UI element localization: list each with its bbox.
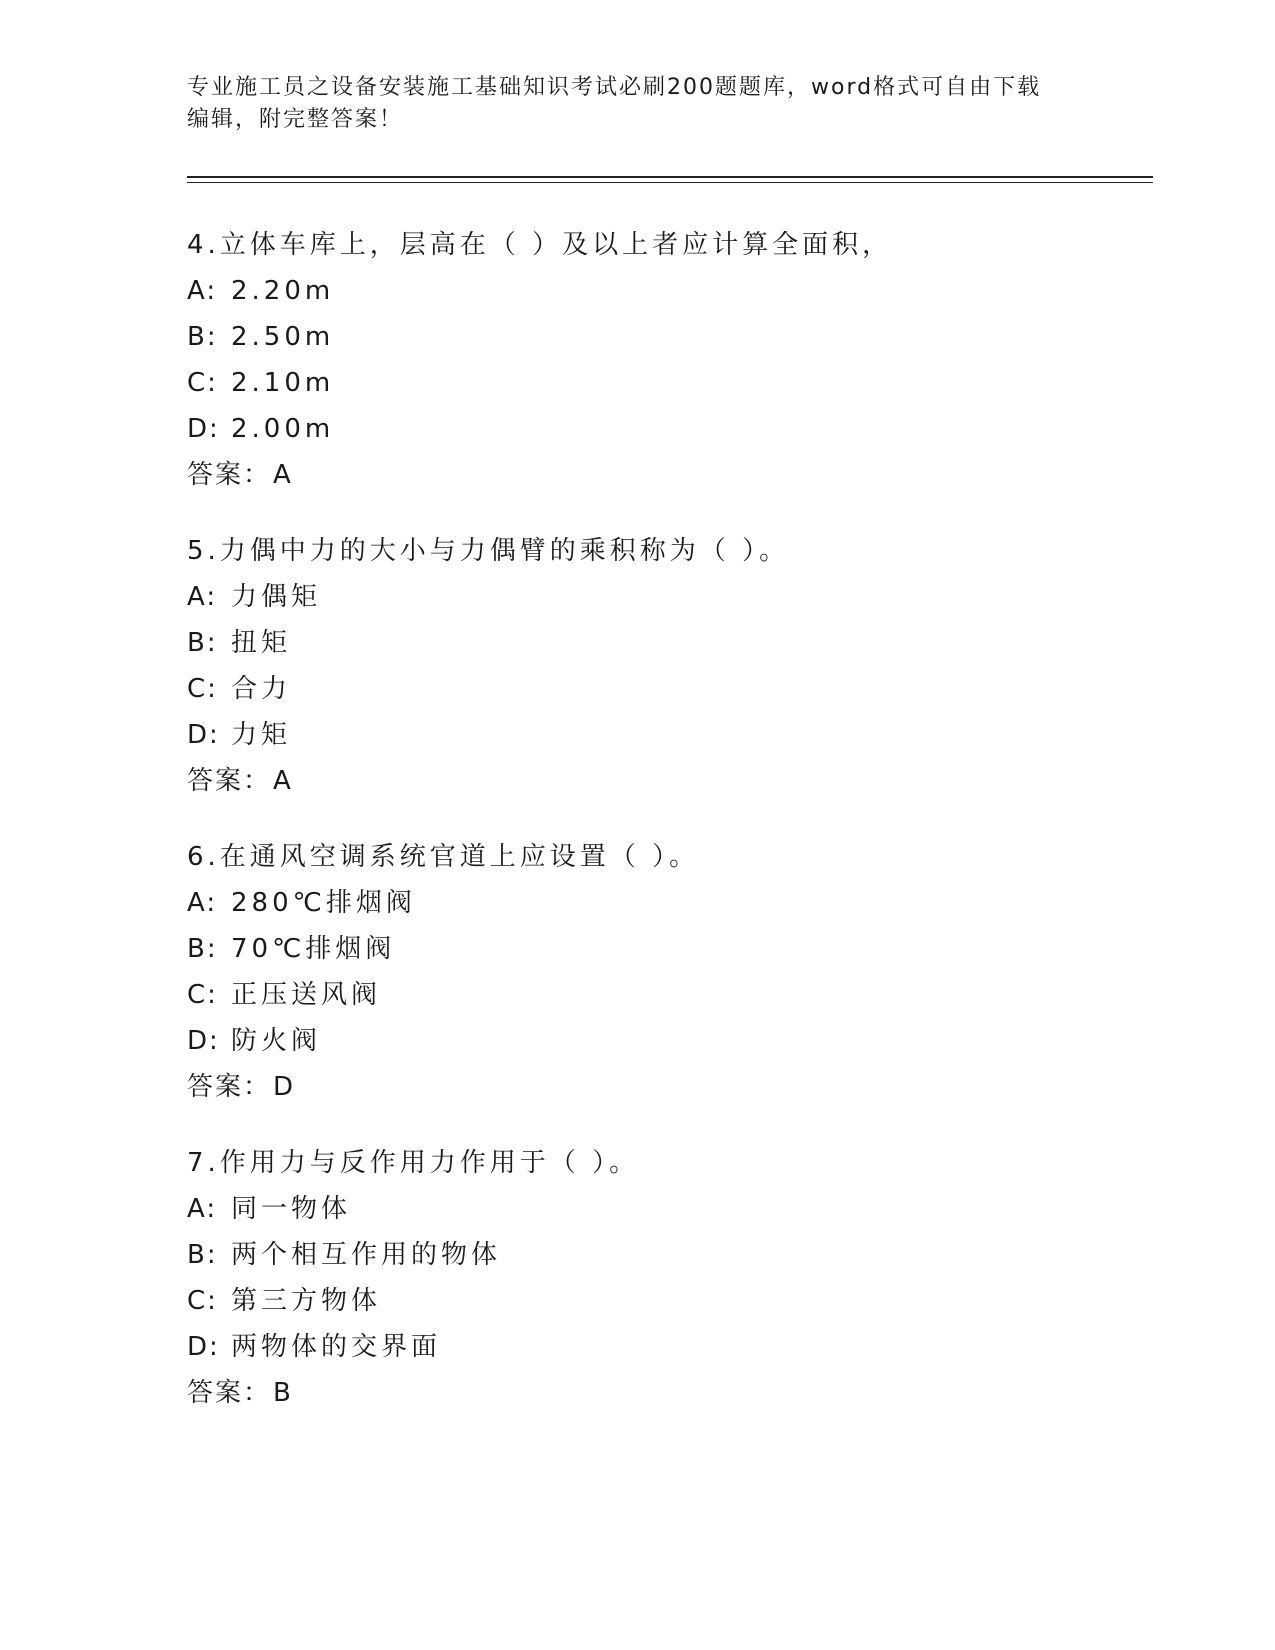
answer-value: A [273, 460, 293, 490]
option-text: 正压送风阀 [231, 980, 382, 1010]
option-key: D: [187, 720, 220, 750]
option-a [187, 581, 1147, 613]
header-line-1: 专业施工员之设备安装施工基础知识考试必刷200题题库，word格式可自由下载 [187, 75, 1042, 100]
option-text: 2.50m [231, 322, 335, 352]
question-stem: 5.力偶中力的大小与力偶臂的乘积称为（ ）。 [187, 536, 790, 566]
option-a [187, 1193, 1147, 1225]
option-d [187, 1331, 1147, 1363]
header-divider-thick [187, 176, 1153, 178]
option-c [187, 673, 1147, 705]
question-stem: 4.立体车库上，层高在（ ）及以上者应计算全面积， [187, 230, 893, 260]
option-d [187, 413, 1147, 445]
option-text: 防火阀 [231, 1026, 322, 1056]
question-stem: 7.作用力与反作用力作用于（ ）。 [187, 1148, 640, 1178]
option-key: C: [187, 674, 218, 704]
option-key: B: [187, 628, 218, 658]
option-d [187, 1025, 1147, 1057]
option-key: B: [187, 1240, 218, 1270]
option-key: A: [187, 276, 218, 306]
option-text: 2.20m [231, 276, 335, 306]
header-divider-thin [187, 182, 1153, 183]
option-text: 合力 [231, 674, 292, 704]
header-line-2: 编辑，附完整答案！ [187, 107, 404, 132]
option-key: A: [187, 582, 218, 612]
option-text: 2.00m [231, 414, 335, 444]
option-b [187, 321, 1147, 353]
option-key: B: [187, 934, 218, 964]
option-text: 第三方物体 [231, 1286, 382, 1316]
option-d [187, 719, 1147, 751]
option-c [187, 1285, 1147, 1317]
option-text: 扭矩 [231, 628, 292, 658]
option-text: 力矩 [231, 720, 292, 750]
question-stem: 6.在通风空调系统官道上应设置（ ）。 [187, 842, 700, 872]
answer-line [187, 765, 1147, 797]
option-c [187, 367, 1147, 399]
option-b [187, 1239, 1147, 1271]
answer-label: 答案： [187, 1378, 272, 1408]
answer-value: D [273, 1072, 296, 1102]
option-a [187, 275, 1147, 307]
answer-line [187, 459, 1147, 491]
option-text: 280℃排烟阀 [231, 888, 416, 918]
option-key: C: [187, 1286, 218, 1316]
question-block [187, 535, 1147, 797]
option-key: C: [187, 368, 218, 398]
answer-label: 答案： [187, 766, 272, 796]
document-header [187, 72, 1067, 136]
answer-value: A [273, 766, 293, 796]
question-block [187, 841, 1147, 1103]
option-a [187, 887, 1147, 919]
option-text: 两个相互作用的物体 [231, 1240, 502, 1270]
answer-value: B [273, 1378, 293, 1408]
option-text: 力偶矩 [231, 582, 322, 612]
option-b [187, 627, 1147, 659]
option-key: B: [187, 322, 218, 352]
option-text: 70℃排烟阀 [231, 934, 396, 964]
option-key: D: [187, 1026, 220, 1056]
option-key: A: [187, 888, 218, 918]
option-key: C: [187, 980, 218, 1010]
answer-label: 答案： [187, 1072, 272, 1102]
option-c [187, 979, 1147, 1011]
question-block [187, 229, 1147, 491]
option-key: A: [187, 1194, 218, 1224]
option-key: D: [187, 414, 220, 444]
answer-line [187, 1071, 1147, 1103]
option-b [187, 933, 1147, 965]
option-text: 同一物体 [231, 1194, 352, 1224]
option-text: 两物体的交界面 [231, 1332, 442, 1362]
option-key: D: [187, 1332, 220, 1362]
answer-label: 答案： [187, 460, 272, 490]
question-block [187, 1147, 1147, 1409]
answer-line [187, 1377, 1147, 1409]
option-text: 2.10m [231, 368, 335, 398]
